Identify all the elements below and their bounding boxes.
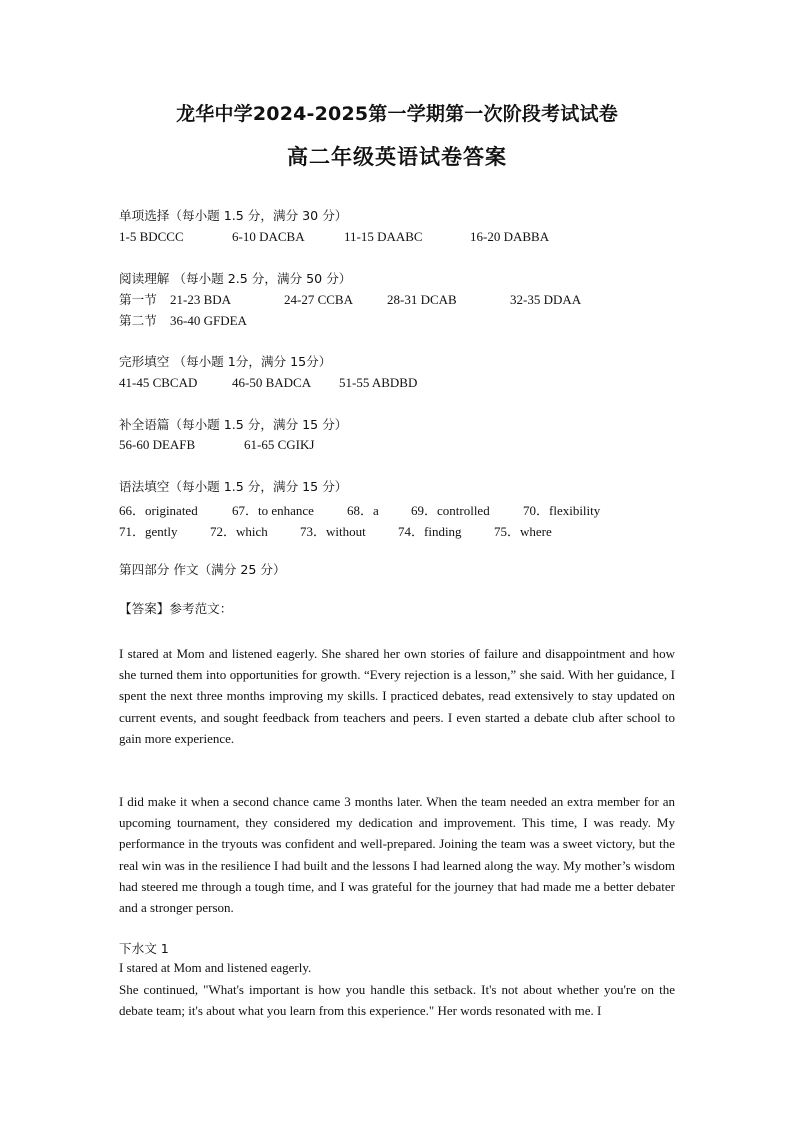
answer-group: 21-23 BDA <box>170 292 232 307</box>
exam-subtitle: 高二年级英语试卷答案 <box>287 145 507 169</box>
alt-essay-paragraph: She continued, "What's important is how you handle this setback. It's not about whether you're on the debate team; it's about what you learn from this experience." Her words resonated with me. I <box>119 982 675 1019</box>
answer-label: 【答案】参考范文： <box>119 601 233 616</box>
answer-group: 32-35 DDAA <box>510 292 582 307</box>
grammar-answer: 69．controlled <box>411 503 490 518</box>
alt-essay-first-line: I stared at Mom and listened eagerly. <box>119 960 312 975</box>
cloze-heading: 完形填空 （每小题 1分，满分 15分） <box>119 354 332 369</box>
answer-group: 6-10 DACBA <box>232 229 305 244</box>
answer-group: 36-40 GFDEA <box>170 313 247 328</box>
grammar-answer: 73．without <box>300 524 366 539</box>
grammar-answer: 70．flexibility <box>523 503 601 518</box>
answer-group: 41-45 CBCAD <box>119 375 198 390</box>
answer-group: 1-5 BDCCC <box>119 229 184 244</box>
seven-choice-heading: 补全语篇（每小题 1.5 分，满分 15 分） <box>119 417 348 432</box>
grammar-answer: 68．a <box>347 503 379 518</box>
grammar-answer: 66．originated <box>119 503 198 518</box>
grammar-answer: 71．gently <box>119 524 178 539</box>
answer-group: 56-60 DEAFB <box>119 437 196 452</box>
answer-group: 28-31 DCAB <box>387 292 457 307</box>
single-choice-heading: 单项选择（每小题 1.5 分，满分 30 分） <box>119 208 348 223</box>
sample-essay-paragraph-1: I stared at Mom and listened eagerly. She shared her own stories of failure and disappointment and how she turned them into opportunities for growth. “Every rejection is a lesson,” she said. With her guidance, I spent the next three months improving my skills. I practiced debates, read extensively to stay updated on current events, and sought feedback from teachers and peers. I even started a debate club after school to gain more experience. <box>119 646 675 746</box>
answer-group: 16-20 DABBA <box>470 229 550 244</box>
grammar-answer: 72．which <box>210 524 268 539</box>
sample-essay-paragraph-2: I did make it when a second chance came 3 months later. When the team needed an extra member for an upcoming tournament, they considered my dedication and improvement. This time, I was ready. My performance in the tryouts was confident and well-prepared. Joining the team was a sweet victory, but the real win was in the resilience I had built and the lessons I had learned along the way. My mother’s wisdom had steered me through a tough time, and I was grateful for the journey that had made me a better debater and a stronger person. <box>119 794 675 916</box>
answer-group: 11-15 DAABC <box>344 229 423 244</box>
reading-part2-label: 第二节 <box>119 313 157 328</box>
answer-group: 46-50 BADCA <box>232 375 312 390</box>
alt-essay-label: 下水文 1 <box>119 941 169 956</box>
grammar-answer: 67．to enhance <box>232 503 314 518</box>
answer-group: 61-65 CGIKJ <box>244 437 315 452</box>
exam-title: 龙华中学2024-2025第一学期第一次阶段考试试卷 <box>176 103 618 125</box>
answer-group: 24-27 CCBA <box>284 292 353 307</box>
grammar-heading: 语法填空（每小题 1.5 分，满分 15 分） <box>119 479 348 494</box>
grammar-answer: 75．where <box>494 524 552 539</box>
writing-heading: 第四部分 作文（满分 25 分） <box>119 562 286 577</box>
answer-group: 51-55 ABDBD <box>339 375 418 390</box>
reading-heading: 阅读理解 （每小题 2.5 分，满分 50 分） <box>119 271 352 286</box>
grammar-answer: 74．finding <box>398 524 462 539</box>
reading-part1-label: 第一节 <box>119 292 157 307</box>
